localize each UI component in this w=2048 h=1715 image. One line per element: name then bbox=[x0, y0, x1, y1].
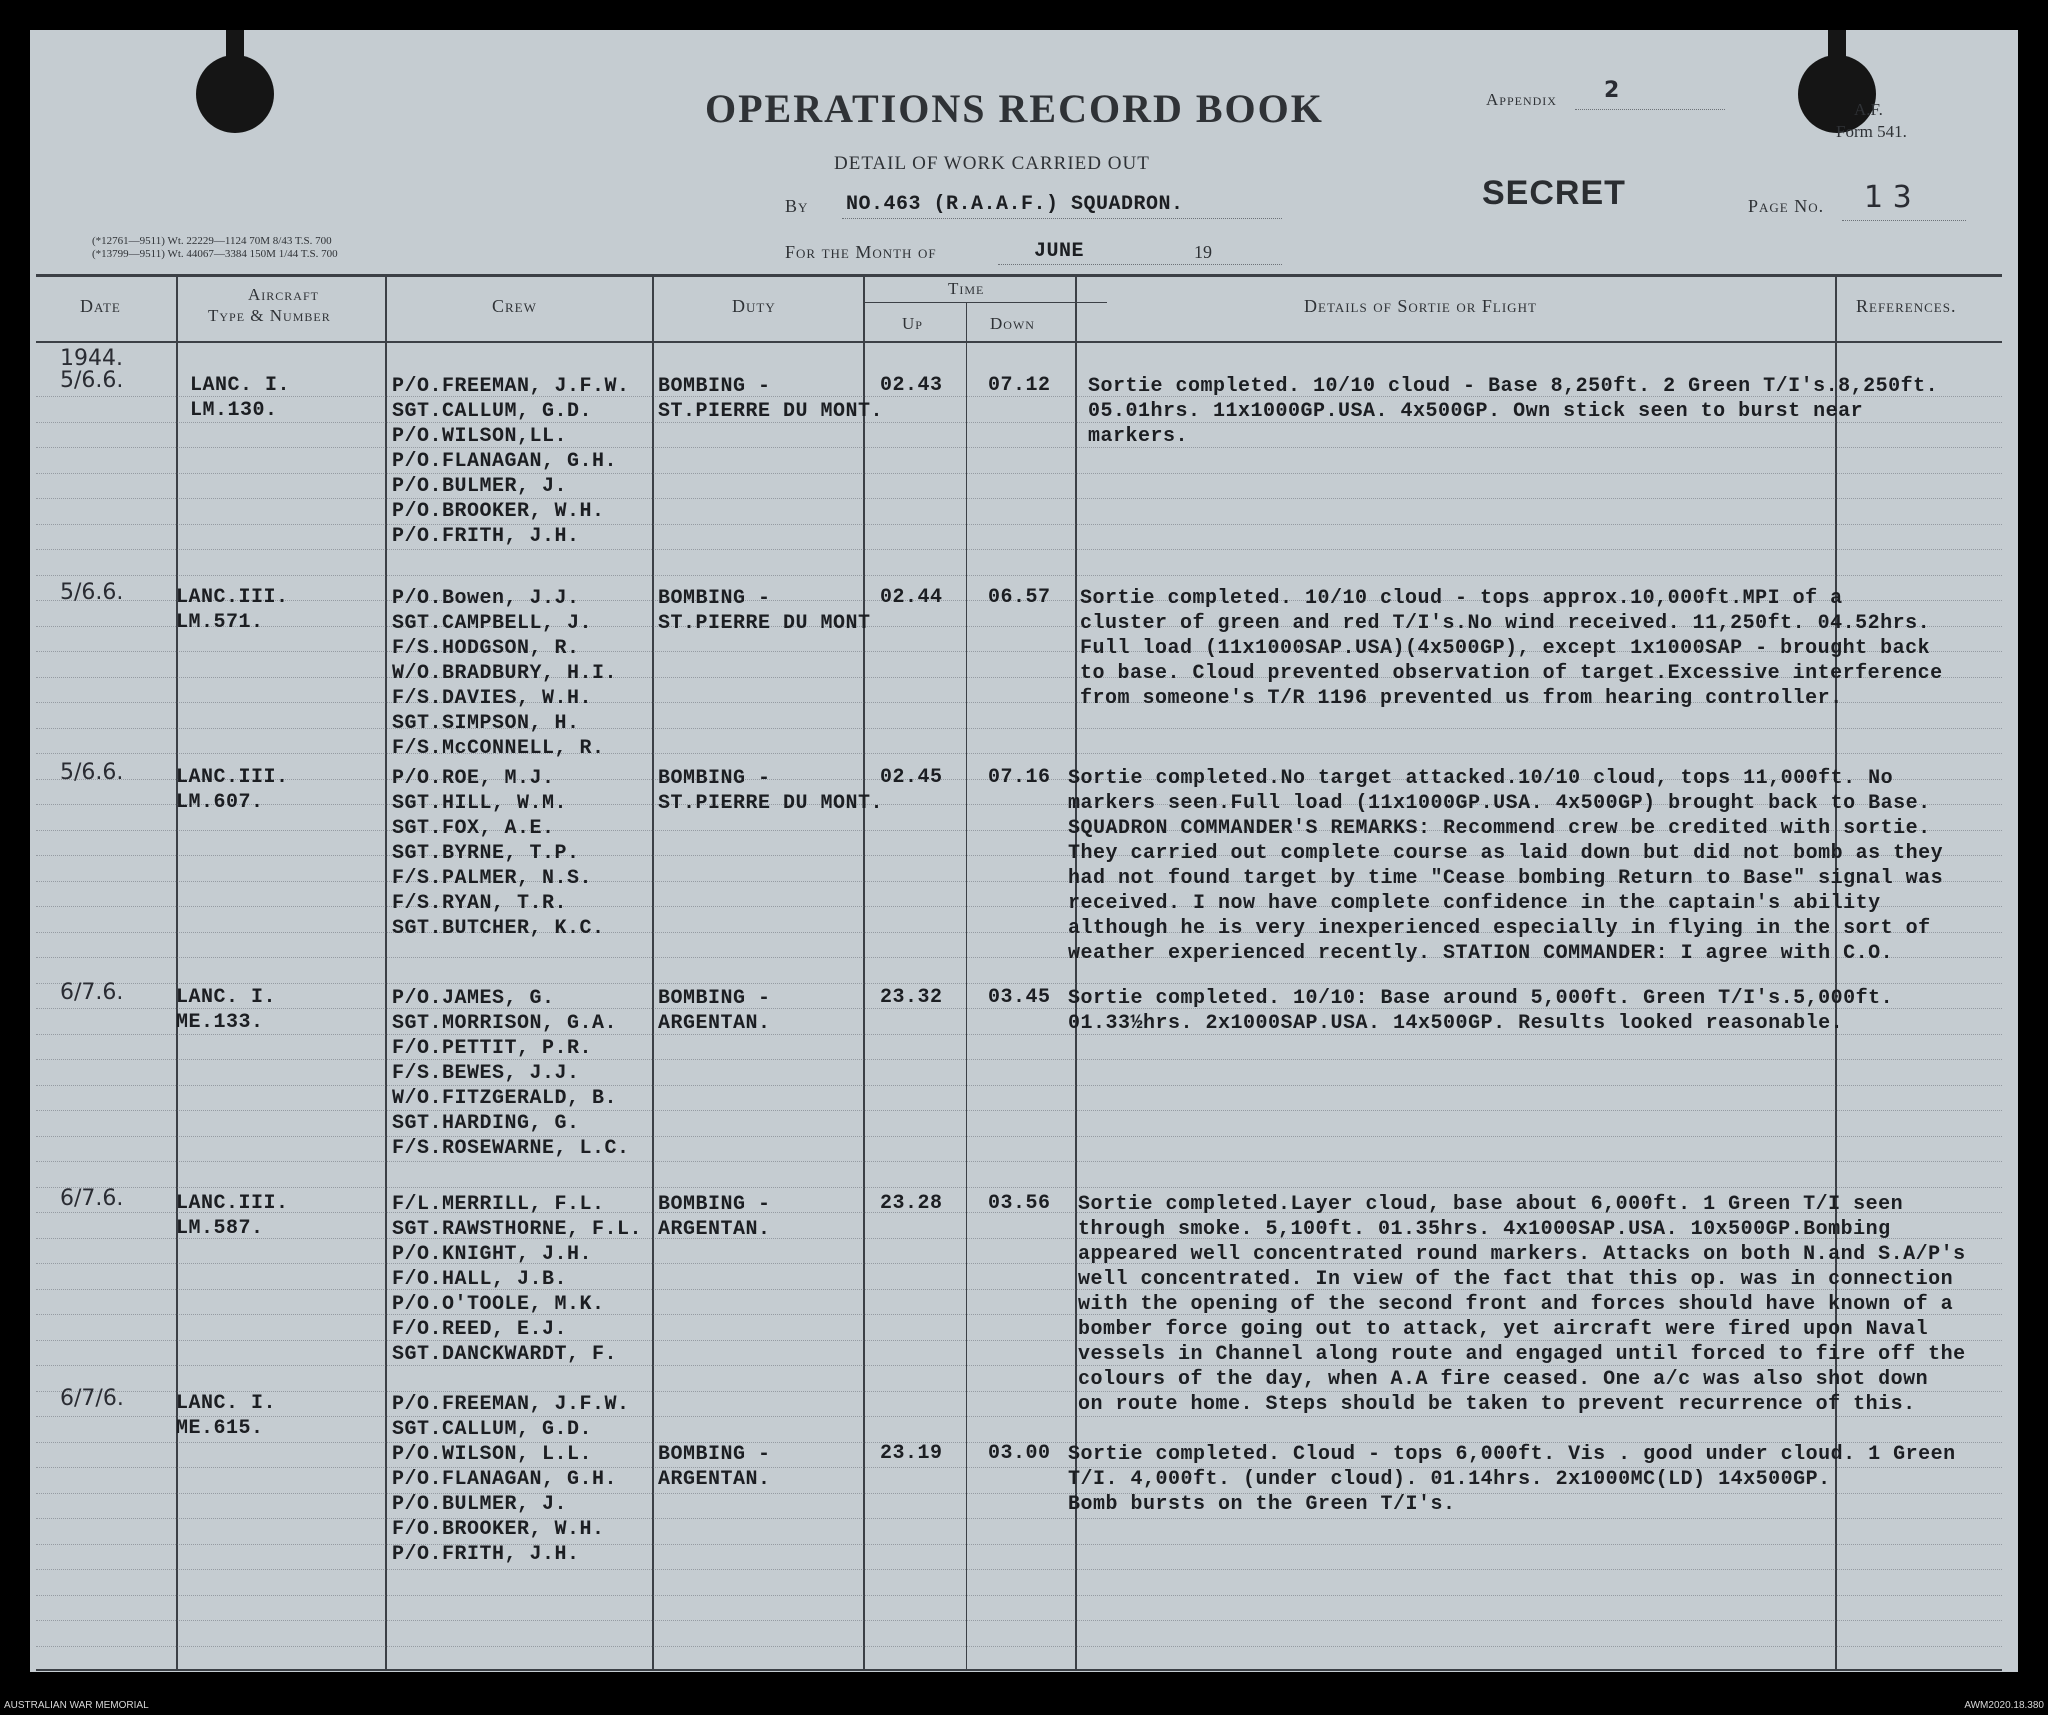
page-number-rule bbox=[1842, 220, 1966, 221]
ruled-line bbox=[36, 1110, 2002, 1111]
entry-details: Sortie completed. 10/10: Base around 5,000ft. Green T/I's.5,000ft. 01.33½hrs. 2x1000SAP.USA. 14x500GP. Results looked reasonable. bbox=[1068, 987, 1894, 1035]
entry-time-down: 06.57 bbox=[988, 586, 1051, 609]
entry-date: 5/6.6. bbox=[60, 760, 124, 785]
ruled-line bbox=[36, 498, 2002, 499]
page-subtitle: DETAIL OF WORK CARRIED OUT bbox=[834, 153, 1150, 174]
print-code-2: (*13799—9511) Wt. 44067—3384 150M 1/44 T.S. 700 bbox=[92, 248, 338, 260]
by-label: By bbox=[785, 196, 809, 216]
entry-time-up: 02.44 bbox=[880, 586, 943, 609]
page-number-value: 1 3 bbox=[1864, 180, 1912, 215]
ruled-line bbox=[36, 1595, 2002, 1596]
entry-aircraft-type: LANC.III. bbox=[176, 766, 289, 789]
col-divider-duty bbox=[863, 276, 865, 1671]
ruled-line bbox=[36, 753, 2002, 754]
entry-aircraft-number: ME.133. bbox=[176, 1011, 264, 1034]
entry-time-up: 23.19 bbox=[880, 1442, 943, 1465]
entry-details: Sortie completed. 10/10 cloud - tops approx.10,000ft.MPI of a cluster of green and red T/I's.No wind received. 11,250ft. 04.52hrs. Full load (11x1000SAP.USA)(4x500GP), except 1x1000SAP - brought back to base. Cloud prevented observation of target.Excessive interference from someone's T/R 1196 prevented us from hearing controller. bbox=[1080, 587, 1943, 710]
entry-duty: BOMBING - ARGENTAN. bbox=[658, 987, 771, 1035]
entry-duty: BOMBING - ARGENTAN. bbox=[658, 1443, 771, 1491]
entry-aircraft-type: LANC. I. bbox=[190, 374, 291, 397]
entry-time-down: 03.00 bbox=[988, 1442, 1051, 1465]
entry-duty: BOMBING - ST.PIERRE DU MONT. bbox=[658, 767, 884, 815]
entry-aircraft-number: LM.587. bbox=[176, 1217, 264, 1240]
appendix-label: Appendix bbox=[1486, 90, 1557, 109]
entry-aircraft-type: LANC.III. bbox=[176, 586, 289, 609]
entry-crew: F/L.MERRILL, F.L. SGT.RAWSTHORNE, F.L. P/O.KNIGHT, J.H. F/O.HALL, J.B. P/O.O'TOOLE, M.K. F/O.REED, E.J. SGT.DANCKWARDT, F. bbox=[392, 1193, 643, 1366]
ruled-line bbox=[36, 575, 2002, 576]
col-header-time: Time bbox=[948, 279, 985, 298]
appendix-value: 2 bbox=[1604, 78, 1620, 103]
ruled-line bbox=[36, 549, 2002, 550]
entry-year: 1944. bbox=[60, 346, 123, 371]
secret-stamp: SECRET bbox=[1482, 174, 1626, 212]
entry-details: Sortie completed.No target attacked.10/10 cloud, tops 11,000ft. No markers seen.Full load (11x1000GP.USA. 4x500GP) brought back to Base. SQUADRON COMMANDER'S REMARKS: Recommend crew be credited with sortie. They carried out complete course as laid down but did not bomb as they had not found target by time "Cease bombing Return to Base" signal was received. I now have complete confidence in the captain's ability although he is very inexperienced especially in flying in the sort of weather experienced recently. STATION COMMANDER: I agree with C.O. bbox=[1068, 767, 1944, 965]
ruled-line bbox=[36, 1187, 2002, 1188]
ruled-line bbox=[36, 983, 2002, 984]
entry-aircraft-type: LANC.III. bbox=[176, 1192, 289, 1215]
month-value: JUNE bbox=[1034, 240, 1085, 263]
table-bottom-border bbox=[36, 1669, 2002, 1671]
entry-date: 5/6.6. bbox=[60, 368, 124, 393]
time-subheader-line bbox=[863, 302, 1107, 303]
entry-details: Sortie completed. 10/10 cloud - Base 8,250ft. 2 Green T/I's.8,250ft. 05.01hrs. 11x1000GP.USA. 4x500GP. Own stick seen to burst near markers. bbox=[1088, 375, 1939, 448]
entry-time-down: 07.12 bbox=[988, 374, 1051, 397]
col-divider-aircraft bbox=[385, 276, 387, 1671]
entry-date: 5/6.6. bbox=[60, 580, 124, 605]
entry-date: 6/7.6. bbox=[60, 1186, 124, 1211]
ruled-line bbox=[36, 1059, 2002, 1060]
entry-crew: P/O.Bowen, J.J. SGT.CAMPBELL, J. F/S.HODGSON, R. W/O.BRADBURY, H.I. F/S.DAVIES, W.H. SGT.SIMPSON, H. F/S.McCONNELL, R. bbox=[392, 587, 618, 760]
col-header-date: Date bbox=[80, 296, 121, 316]
footer-attribution: AUSTRALIAN WAR MEMORIAL bbox=[4, 1700, 149, 1711]
col-divider-crew bbox=[652, 276, 654, 1671]
page-number-label: Page No. bbox=[1748, 196, 1825, 216]
entry-date: 6/7.6. bbox=[60, 980, 124, 1005]
entry-aircraft-number: LM.607. bbox=[176, 791, 264, 814]
entry-time-down: 07.16 bbox=[988, 766, 1051, 789]
form-label-line1: A.F. bbox=[1854, 100, 1883, 119]
ruled-line bbox=[36, 728, 2002, 729]
entry-time-up: 23.28 bbox=[880, 1192, 943, 1215]
squadron-rule bbox=[842, 218, 1282, 219]
col-header-crew: Crew bbox=[492, 296, 537, 316]
entry-duty: BOMBING - ST.PIERRE DU MONT bbox=[658, 587, 871, 635]
form-label-line2: Form 541. bbox=[1836, 122, 1907, 141]
entry-details: Sortie completed.Layer cloud, base about 6,000ft. 1 Green T/I seen through smoke. 5,100ft. 01.35hrs. 4x1000SAP.USA. 10x500GP.Bombing appeared well concentrated round markers. Attacks on both N.and S.A/P's well concentrated. In view of the fact that this op. was in connection with the opening of the second front and forces should have known of a bomber force going out to attack, yet aircraft were fired upon Naval vessels in Channel along route and engaged until forced to fire off the colours of the day, when A.A fire ceased. One a/c was also shot down on route home. Steps should be taken to prevent recurrence of this. bbox=[1078, 1193, 1966, 1416]
ruled-line bbox=[36, 1620, 2002, 1621]
col-header-references: References. bbox=[1856, 296, 1957, 316]
col-divider-date bbox=[176, 276, 178, 1671]
footer-accession-number: AWM2020.18.380 bbox=[1964, 1700, 2044, 1711]
ruled-line bbox=[36, 1646, 2002, 1647]
entry-crew: P/O.FREEMAN, J.F.W. SGT.CALLUM, G.D. P/O.WILSON,LL. P/O.FLANAGAN, G.H. P/O.BULMER, J. P/O.BROOKER, W.H. P/O.FRITH, J.H. bbox=[392, 375, 630, 548]
entry-aircraft-number: LM.571. bbox=[176, 611, 264, 634]
ruled-line bbox=[36, 1085, 2002, 1086]
entry-time-up: 02.45 bbox=[880, 766, 943, 789]
entry-details: Sortie completed. Cloud - tops 6,000ft. Vis . good under cloud. 1 Green T/I. 4,000ft. (under cloud). 01.14hrs. 2x1000MC(LD) 14x500GP. Bomb bursts on the Green T/I's. bbox=[1068, 1443, 1956, 1516]
binder-hole-left-stem bbox=[226, 30, 244, 70]
col-divider-up bbox=[966, 303, 967, 1671]
ruled-line bbox=[36, 473, 2002, 474]
entry-date: 6/7/6. bbox=[60, 1386, 124, 1411]
ruled-line bbox=[36, 1518, 2002, 1519]
print-code-1: (*12761—9511) Wt. 22229—1124 70M 8/43 T.S. 700 bbox=[92, 235, 332, 247]
col-header-details: Details of Sortie or Flight bbox=[1304, 296, 1537, 316]
entry-time-down: 03.56 bbox=[988, 1192, 1051, 1215]
month-rule bbox=[998, 264, 1282, 265]
entry-time-down: 03.45 bbox=[988, 986, 1051, 1009]
col-header-down: Down bbox=[990, 314, 1035, 333]
entry-aircraft-type: LANC. I. bbox=[176, 986, 277, 1009]
entry-crew: P/O.JAMES, G. SGT.MORRISON, G.A. F/O.PETTIT, P.R. F/S.BEWES, J.J. W/O.FITZGERALD, B. SGT.HARDING, G. F/S.ROSEWARNE, L.C. bbox=[392, 987, 630, 1160]
entry-aircraft-number: LM.130. bbox=[190, 399, 278, 422]
entry-crew: P/O.ROE, M.J. SGT.HILL, W.M. SGT.FOX, A.E. SGT.BYRNE, T.P. F/S.PALMER, N.S. F/S.RYAN, T.R. SGT.BUTCHER, K.C. bbox=[392, 767, 605, 940]
appendix-rule bbox=[1575, 109, 1725, 110]
ruled-line bbox=[36, 1161, 2002, 1162]
table-top-border bbox=[36, 274, 2002, 277]
binder-hole-right-stem bbox=[1828, 30, 1846, 70]
ruled-line bbox=[36, 524, 2002, 525]
ruled-line bbox=[36, 1136, 2002, 1137]
ruled-line bbox=[36, 1569, 2002, 1570]
col-header-up: Up bbox=[902, 314, 923, 333]
entry-aircraft-number: ME.615. bbox=[176, 1417, 264, 1440]
col-header-duty: Duty bbox=[732, 296, 776, 316]
ruled-line bbox=[36, 1544, 2002, 1545]
month-label: For the Month of bbox=[785, 242, 937, 262]
entry-duty: BOMBING - ARGENTAN. bbox=[658, 1193, 771, 1241]
col-header-aircraft: Aircraft bbox=[248, 285, 319, 304]
entry-crew: P/O.FREEMAN, J.F.W. SGT.CALLUM, G.D. P/O.WILSON, L.L. P/O.FLANAGAN, G.H. P/O.BULMER, J. F/O.BROOKER, W.H. P/O.FRITH, J.H. bbox=[392, 1393, 630, 1566]
col-header-aircraft-type: Type & Number bbox=[208, 306, 331, 325]
record-sheet bbox=[30, 30, 2018, 1672]
entry-duty: BOMBING - ST.PIERRE DU MONT. bbox=[658, 375, 884, 423]
entry-time-up: 23.32 bbox=[880, 986, 943, 1009]
year-prefix: 19 bbox=[1194, 242, 1212, 262]
squadron-name: NO.463 (R.A.A.F.) SQUADRON. bbox=[846, 193, 1184, 216]
page-title: OPERATIONS RECORD BOOK bbox=[705, 86, 1324, 131]
entry-aircraft-type: LANC. I. bbox=[176, 1392, 277, 1415]
header-bottom-border bbox=[36, 341, 2002, 343]
entry-time-up: 02.43 bbox=[880, 374, 943, 397]
